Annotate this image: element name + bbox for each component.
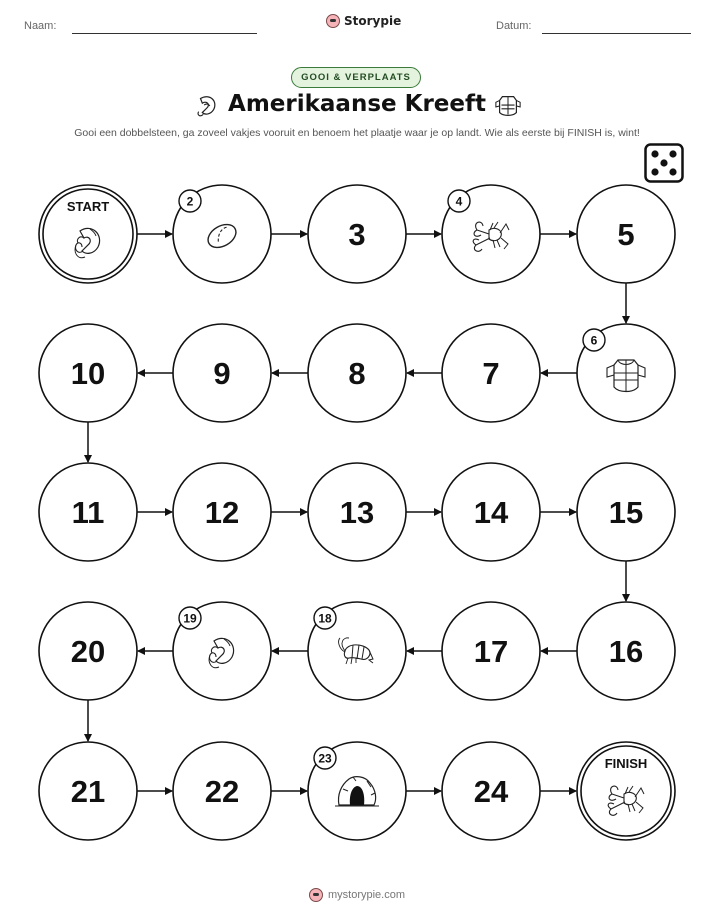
square-number: 2 (186, 194, 194, 209)
square-number: 4 (455, 194, 463, 209)
square-number: 24 (473, 774, 509, 809)
square-number: 5 (617, 217, 635, 252)
board-square-11 (39, 463, 137, 561)
board-square-13 (308, 463, 406, 561)
square-number: 6 (590, 333, 598, 348)
board-square-10 (39, 324, 137, 422)
board-square-18 (308, 602, 406, 700)
square-number: 10 (70, 356, 106, 391)
board-square-3 (308, 185, 406, 283)
square-number: 3 (348, 217, 366, 252)
board-square-2 (173, 185, 271, 283)
board-square-4 (442, 185, 540, 283)
board-square-24 (442, 742, 540, 840)
board-square-17 (442, 602, 540, 700)
board-square-9 (173, 324, 271, 422)
finish-label: FINISH (604, 756, 648, 771)
square-number: 13 (339, 495, 375, 530)
brand-name: Storypie (344, 14, 402, 28)
board-square-7 (442, 324, 540, 422)
board-square-6 (577, 324, 675, 422)
square-number: 8 (348, 356, 366, 391)
instructions: Gooi een dobbelsteen, ga zoveel vakjes vooruit en benoem het plaatje waar je op landt. Wie als eerste bij FINISH is, wint! (74, 127, 640, 139)
square-number: 7 (482, 356, 500, 391)
footer-url: mystorypie.com (327, 889, 406, 901)
square-number: 21 (70, 774, 106, 809)
storypie-logo-icon (309, 888, 323, 902)
square-number: 12 (204, 495, 240, 530)
board-square-12 (173, 463, 271, 561)
board-square-finish (577, 742, 675, 840)
activity-badge: GOOI & VERPLAATS (291, 67, 421, 88)
board-square-15 (577, 463, 675, 561)
board-square-14 (442, 463, 540, 561)
board-square-5 (577, 185, 675, 283)
board-square-20 (39, 602, 137, 700)
square-number: 19 (183, 611, 197, 626)
square-number: 22 (204, 774, 240, 809)
board-square-19 (173, 602, 271, 700)
board-square-start (39, 185, 137, 283)
square-number: 9 (213, 356, 231, 391)
square-number: 17 (473, 634, 509, 669)
start-label: START (66, 199, 110, 214)
square-number: 11 (71, 495, 105, 530)
board-square-21 (39, 742, 137, 840)
square-number: 15 (608, 495, 644, 530)
board-square-22 (173, 742, 271, 840)
square-number: 16 (608, 634, 644, 669)
board-square-23 (308, 742, 406, 840)
name-label: Naam: (24, 20, 57, 32)
date-label: Datum: (496, 20, 532, 32)
board-square-8 (308, 324, 406, 422)
square-number: 20 (70, 634, 106, 669)
footer (0, 888, 714, 902)
square-number: 23 (318, 751, 332, 766)
page-title: Amerikaanse Kreeft (228, 91, 486, 117)
square-number: 18 (318, 611, 332, 626)
board-square-16 (577, 602, 675, 700)
square-number: 14 (473, 495, 509, 530)
